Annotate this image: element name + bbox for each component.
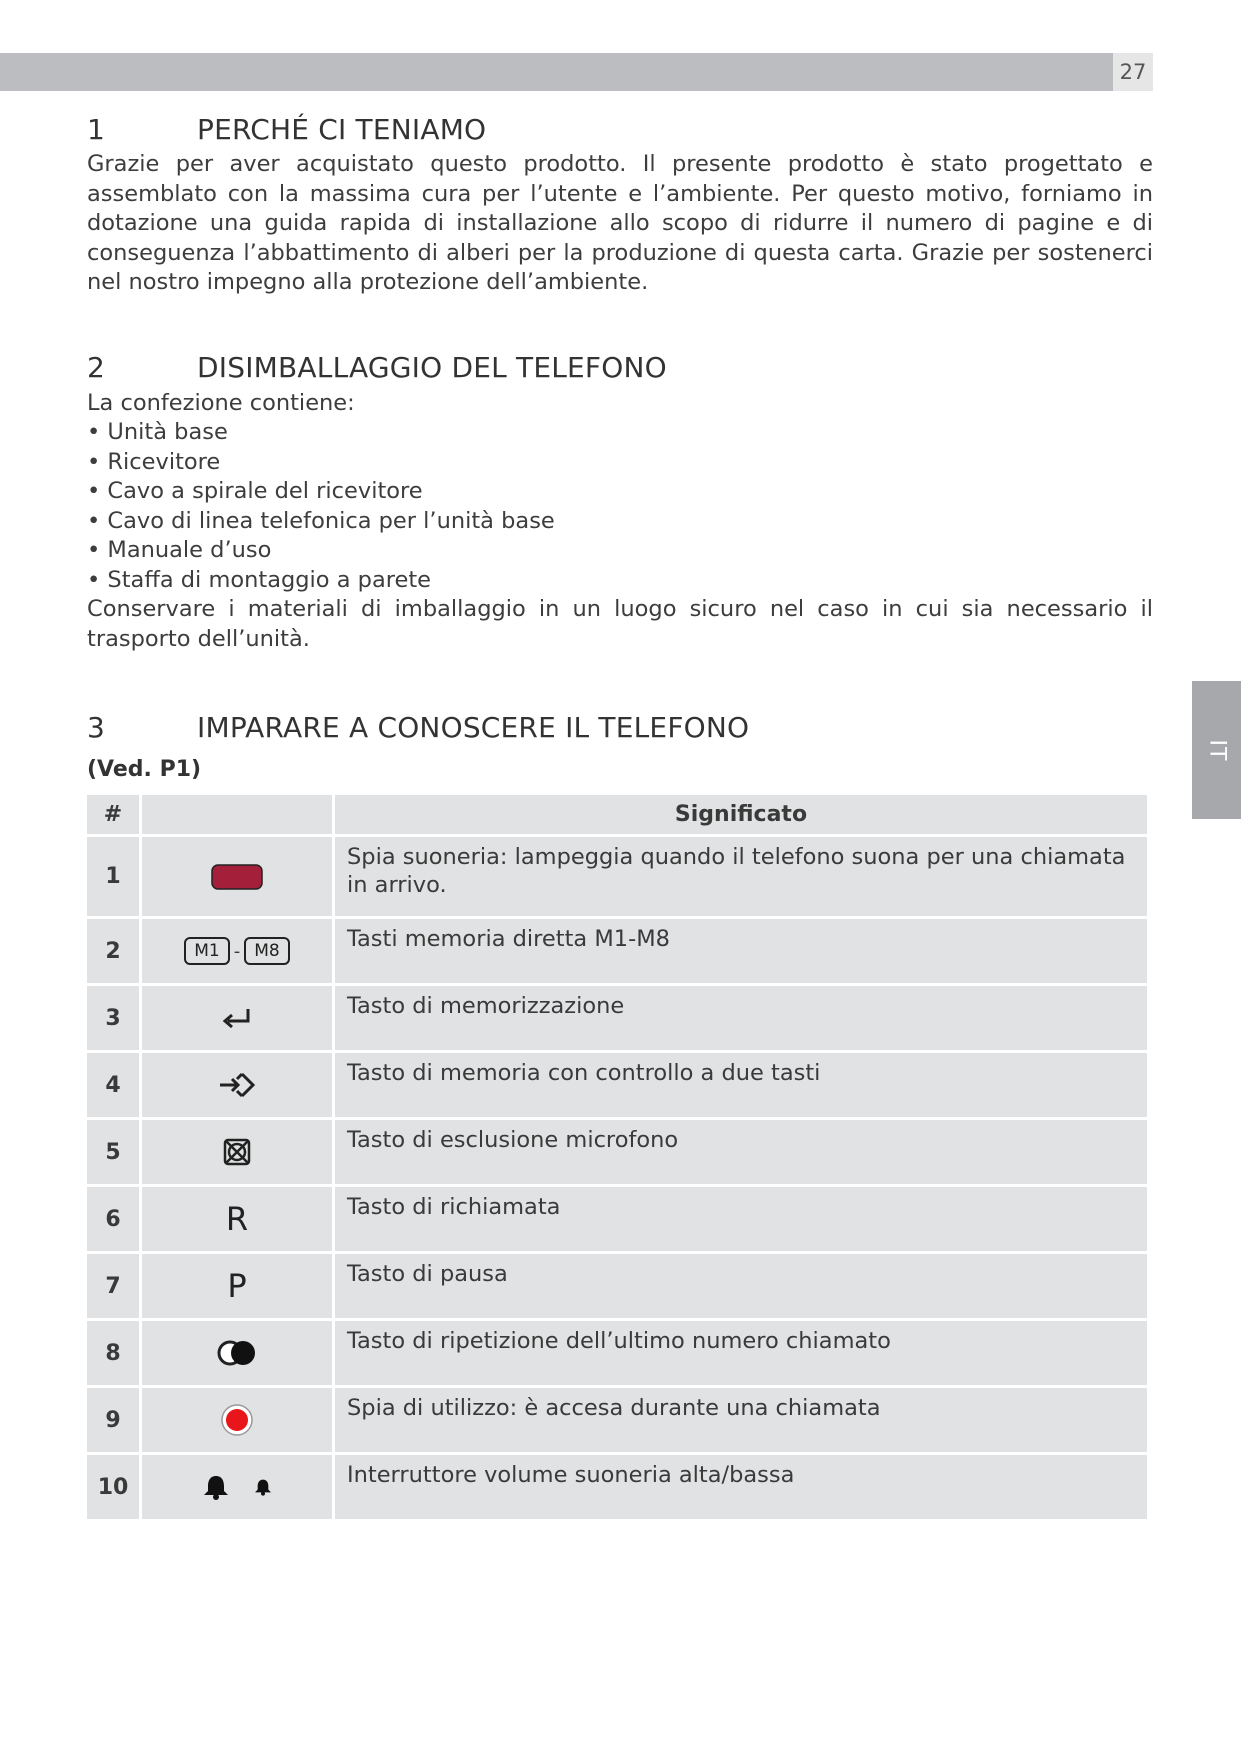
table-row: [87, 1321, 1147, 1385]
packaging-note: Conservare i materiali di imballaggio in un luogo sicuro nel caso in cui sia necessario il trasporto dell’unità.: [87, 596, 1153, 652]
enter-arrow-icon: [142, 986, 332, 1050]
row-number: 9: [87, 1388, 139, 1452]
redial-icon: [142, 1321, 332, 1385]
section-title: PERCHÉ CI TENIAMO: [197, 112, 487, 146]
contents-list: [87, 418, 1153, 595]
contents-intro: La confezione contiene:: [87, 389, 355, 416]
row-number: 8: [87, 1321, 139, 1385]
header-symbol: [142, 795, 332, 834]
language-tab: [1192, 681, 1241, 819]
list-item: • Cavo di linea telefonica per l’unità base: [87, 507, 555, 534]
memory-keys-icon: [142, 919, 332, 983]
row-number: 3: [87, 986, 139, 1050]
bell-icons: [142, 1455, 332, 1519]
page-content: [87, 108, 1153, 1522]
recall-key-icon: [142, 1187, 332, 1251]
section-getting-to-know: [87, 706, 1153, 1522]
table-header-row: [87, 795, 1147, 834]
table-row: [87, 919, 1147, 983]
pause-key-icon: [142, 1254, 332, 1318]
section-number: 3: [87, 710, 106, 744]
table-row: [87, 1120, 1147, 1184]
list-item: • Unità base: [87, 419, 228, 445]
row-number: 5: [87, 1120, 139, 1184]
row-meaning: Tasto di esclusione microfono: [335, 1120, 1147, 1184]
row-meaning: Tasto di richiamata: [335, 1187, 1147, 1251]
table-row: [87, 1254, 1147, 1318]
list-item: • Cavo a spirale del ricevitore: [87, 478, 423, 504]
recall-key-letter: R: [225, 1200, 249, 1238]
language-tab-label: IT: [1204, 739, 1229, 761]
row-number: 4: [87, 1053, 139, 1117]
table-row: [87, 1053, 1147, 1117]
section-number: 1: [87, 112, 106, 146]
list-item: • Staffa di montaggio a parete: [87, 566, 432, 593]
table-row: [87, 1388, 1147, 1452]
section-title: DISIMBALLAGGIO DEL TELEFONO: [197, 351, 667, 384]
arrow-diamond-icon: [142, 1053, 332, 1117]
key-range-separator: -: [233, 940, 241, 962]
row-meaning: Spia suoneria: lampeggia quando il telefono suona per una chiamata in arrivo.: [335, 837, 1147, 916]
section-number: 2: [87, 351, 106, 384]
memory-key-m1: M1: [184, 937, 229, 965]
row-meaning: Tasto di memorizzazione: [335, 986, 1147, 1050]
table-row: [87, 986, 1147, 1050]
row-number: 7: [87, 1254, 139, 1318]
list-item: • Manuale d’uso: [87, 537, 272, 563]
row-meaning: Spia di utilizzo: è accesa durante una chiamata: [335, 1388, 1147, 1452]
ring-indicator-led-icon: [142, 837, 332, 916]
table-row: [87, 1455, 1147, 1519]
keys-table: [84, 792, 1150, 1522]
in-use-led-icon: [142, 1388, 332, 1452]
memory-key-m8: M8: [244, 937, 289, 965]
row-number: 6: [87, 1187, 139, 1251]
section-body: Grazie per aver acquistato questo prodotto. Il presente prodotto è stato progettato e assemblato con la massima cura per l’utente e l’ambiente. Per questo motivo, forniamo in dotazione una guida rapida di installazione allo scopo di ridurre il numero di pagine e di conseguenza l’abbattimento di alberi per la produzione di questa carta. Grazie per sostenerci nel nostro impegno alla protezione dell’ambiente.: [87, 151, 1153, 295]
row-number: 1: [87, 837, 139, 916]
page-number: 27: [1113, 53, 1153, 91]
list-item: • Ricevitore: [87, 448, 221, 475]
row-meaning: Tasto di ripetizione dell’ultimo numero chiamato: [335, 1321, 1147, 1385]
header-number: #: [87, 795, 139, 834]
row-meaning: Tasto di memoria con controllo a due tasti: [335, 1053, 1147, 1117]
section-why-we-care: [87, 108, 1153, 298]
row-number: 2: [87, 919, 139, 983]
row-meaning: Tasto di pausa: [335, 1254, 1147, 1318]
section-unpacking: [87, 347, 1153, 655]
section-title: IMPARARE A CONOSCERE IL TELEFONO: [197, 710, 750, 744]
section-heading: [87, 347, 1153, 389]
row-meaning: Interruttore volume suoneria alta/bassa: [335, 1455, 1147, 1519]
row-meaning: Tasti memoria diretta M1-M8: [335, 919, 1147, 983]
table-row: [87, 1187, 1147, 1251]
mute-icon: [142, 1120, 332, 1184]
header-meaning: Significato: [335, 795, 1147, 834]
header-bar: [0, 53, 1113, 91]
table-row: [87, 837, 1147, 916]
figure-reference: (Ved. P1): [87, 756, 202, 782]
row-number: 10: [87, 1455, 139, 1519]
section-heading: [87, 706, 1153, 748]
pause-key-letter: P: [227, 1267, 247, 1305]
section-heading: [87, 108, 1153, 150]
